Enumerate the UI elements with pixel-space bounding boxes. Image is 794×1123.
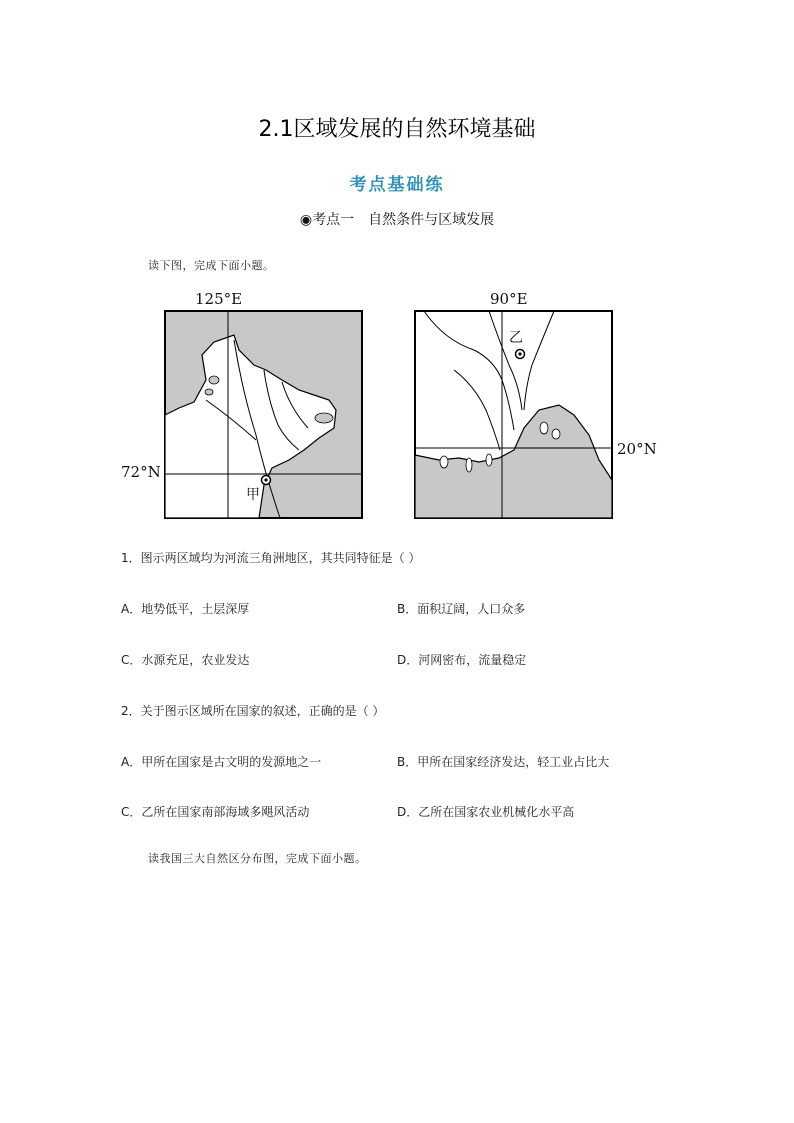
question-2-option-b[interactable]: B．甲所在国家经济发达，轻工业占比大 <box>397 755 610 769</box>
left-delta-map <box>164 310 364 520</box>
right-island <box>552 429 560 439</box>
left-lake <box>205 389 213 395</box>
page-title: 2.1区域发展的自然环境基础 <box>258 117 536 142</box>
section-heading: 考点基础练 <box>349 175 445 195</box>
question-1-option-a[interactable]: A．地势低平，土层深厚 <box>121 602 250 616</box>
right-map-marker-label: 乙 <box>509 330 523 346</box>
right-island <box>466 458 472 472</box>
question-2-option-a[interactable]: A．甲所在国家是古文明的发源地之一 <box>121 755 322 769</box>
left-map-latitude-label: 72°N <box>121 463 161 481</box>
intro-text-2: 读我国三大自然区分布图，完成下面小题。 <box>148 852 367 865</box>
question-1-stem: 1．图示两区域均为河流三角洲地区，其共同特征是（ ） <box>121 551 421 565</box>
left-city-marker-dot <box>264 478 267 481</box>
right-island <box>440 456 448 468</box>
question-2-option-c[interactable]: C．乙所在国家南部海域多飓风活动 <box>121 805 310 819</box>
question-1-option-b[interactable]: B．面积辽阔，人口众多 <box>397 602 526 616</box>
right-island <box>486 454 492 466</box>
right-island <box>540 422 548 434</box>
question-1-option-d[interactable]: D．河网密布，流量稳定 <box>397 653 527 667</box>
left-island <box>315 413 333 423</box>
question-2-option-d[interactable]: D．乙所在国家农业机械化水平高 <box>397 805 575 819</box>
point-heading: ◉考点一 自然条件与区域发展 <box>299 212 495 228</box>
intro-text-1: 读下图，完成下面小题。 <box>148 259 275 272</box>
right-map-longitude-label: 90°E <box>490 290 528 308</box>
right-city-marker-dot <box>518 352 521 355</box>
left-map-longitude-label: 125°E <box>195 290 243 308</box>
right-map-latitude-label: 20°N <box>617 440 657 458</box>
left-map-marker-label: 甲 <box>246 487 260 503</box>
question-1-option-c[interactable]: C．水源充足，农业发达 <box>121 653 250 667</box>
left-lake <box>209 376 219 384</box>
question-2-stem: 2．关于图示区域所在国家的叙述，正确的是（ ） <box>121 704 385 718</box>
